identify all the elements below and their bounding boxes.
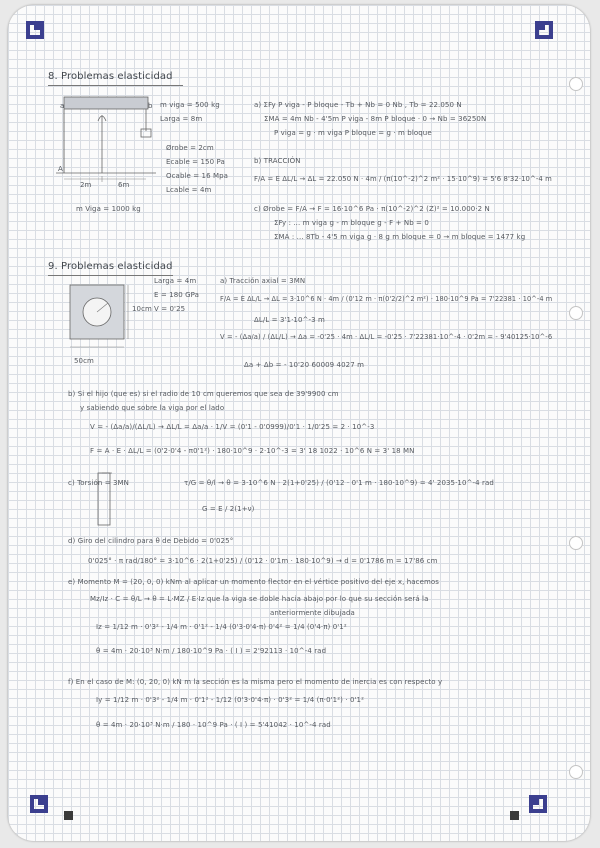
data-line: Ocable = 16 Mpa <box>166 172 229 180</box>
data-line: V = 0'25 <box>154 305 186 313</box>
part-f-line: f) En el caso de M: (0, 20, 0) kN m la sección es la misma pero el momento de inercia es con respecto y <box>68 678 443 686</box>
part-d-line: 0'025° · π rad/180° = 3·10^6 · 2(1+0'25) / (0'12 · 0'1m · 180·10^9) → d = 0'1786 m = 17'86 cm <box>88 557 438 565</box>
part-f-line: θ = 4m · 20·10³ N·m / 180 · 10^9 Pa · ( I ) = 5'41042 · 10^-4 rad <box>96 721 331 729</box>
corner-square-mark <box>510 811 519 820</box>
part-c-line: c) Torsión = 3MN <box>68 479 130 487</box>
binder-hole <box>569 765 583 779</box>
part-e-line: anteriormente dibujada <box>270 609 355 617</box>
data-line: Ørobe = 2cm <box>166 144 214 152</box>
part-a-line: Δa + Δb = - 10'20 60009 4027 m <box>244 361 365 369</box>
data-line: Ecable = 150 Pa <box>166 158 225 166</box>
fig-dim-side: 10cm <box>132 305 152 313</box>
fig-label-A: A <box>58 165 63 173</box>
part-b-line: b) TRACCIÓN <box>254 157 301 165</box>
cross-section-figure <box>68 283 132 353</box>
fig-label-a: a <box>60 102 65 110</box>
part-c-line: τ/G = θ/l → θ = 3·10^6 N · 2(1+0'25) / (0'12 · 0'1 m · 180·10^9) = 4' 2035·10^-4 rad <box>184 479 494 487</box>
part-a-line: P viga = g · m viga P bloque = g · m bloque <box>274 129 432 137</box>
section-9-title: 9. Problemas elasticidad <box>48 261 173 272</box>
part-e-line: Iz = 1/12 m · 0'3² - 1/4 m · 0'1² - 1/4 (0'3·0'4·π) 0'4² = 1/4 (0'4·π) 0'1² <box>96 623 347 631</box>
notebook-page <box>8 5 590 841</box>
fig-dim-6m: 6m <box>118 181 130 189</box>
part-a-line: V = - (Δa/a) / (ΔL/L) → Δa = -0'25 · 4m · ΔL/L = -0'25 · 7'22381·10^-4 · 0'2m = - 9'40125·10^-6 <box>220 333 553 341</box>
notebook-corner-mark-icon <box>529 795 547 813</box>
data-line: m viga = 500 kg <box>160 101 220 109</box>
part-c-line: ΣMA : ... 8Tb - 4'5 m viga g · 8 g m bloque = 0 → m bloque = 1477 kg <box>274 233 526 241</box>
notebook-corner-mark-icon <box>30 795 48 813</box>
fig-load-label: m Viga = 1000 kg <box>76 205 141 213</box>
part-b-line: b) Si el hijo (que es) si el radio de 10 cm queremos que sea de 39'9900 cm <box>68 390 339 398</box>
binder-hole <box>569 77 583 91</box>
part-b-line: F = A · E · ΔL/L = (0'2·0'4 - π0'1²) · 180·10^9 · 2·10^-3 = 3' 18 1022 · 10^6 N = 3' 18 MN <box>90 447 415 455</box>
fig-label-b: b <box>148 102 153 110</box>
part-a-line: a) ΣFy P viga - P bloque - Tb + Nb = 0 Nb , Tb = 22.050 N <box>254 101 462 109</box>
title-underline <box>48 85 183 86</box>
part-b-line: V = - (Δa/a)/(ΔL/L) → ΔL/L = Δa/a · 1/V = (0'1 - 0'0999)/0'1 · 1/0'25 = 2 · 10^-3 <box>90 423 375 431</box>
part-b-line: F/A = E ΔL/L → ΔL = 22.050 N · 4m / (π(10^-2)^2 m² · 15·10^9) = 5'6 8'32·10^-4 m <box>254 175 552 183</box>
part-c-line: ΣFy : ... m viga g - m bloque g - F + Nb = 0 <box>274 219 429 227</box>
notebook-corner-mark-icon <box>535 21 553 39</box>
data-line: Lcable = 4m <box>166 186 212 194</box>
binder-hole <box>569 306 583 320</box>
data-line: Larga = 8m <box>160 115 203 123</box>
part-a-line: F/A = E ΔL/L → ΔL = 3·10^6 N · 4m / (0'12 m · π(0'2/2)^2 m²) · 180·10^9 Pa = 7'22381 · 10^-4 m <box>220 295 553 303</box>
part-f-line: Iy = 1/12 m · 0'3² - 1/4 m · 0'1² - 1/12 (0'3·0'4·π) · 0'3² = 1/4 (π·0'1²) · 0'1² <box>96 696 364 704</box>
data-line: Larga = 4m <box>154 277 197 285</box>
notebook-corner-mark-icon <box>26 21 44 39</box>
data-line: E = 180 GPa <box>154 291 200 299</box>
binder-hole <box>569 536 583 550</box>
part-e-line: Mz/Iz · C = θ/L → θ = L·MZ / E·Iz que la viga se doble hacia abajo por lo que su sección será la <box>90 595 429 603</box>
corner-square-mark <box>64 811 73 820</box>
part-e-line: e) Momento M = (20, 0, 0) kNm al aplicar un momento flector en el vértice positivo del eje x, hacemos <box>68 578 440 586</box>
section-8-title: 8. Problemas elasticidad <box>48 71 173 82</box>
part-a-line: ΣMA = 4m Nb - 4'5m P viga - 8m P bloque · 0 → Nb = 36250N <box>264 115 487 123</box>
part-d-line: d) Giro del cilindro para θ de Debido = 0'025° <box>68 537 234 545</box>
part-b-line: y sabiendo que sobre la viga por el lado <box>80 404 225 412</box>
part-c-line: c) Ørobe = F/A → F = 16·10^6 Pa · π(10^-2)^2 (Z)² = 10.000·2 N <box>254 205 490 213</box>
title-underline <box>48 275 173 276</box>
part-a-line: a) Tracción axial = 3MN <box>220 277 306 285</box>
part-c-line: G = E / 2(1+ν) <box>202 505 255 513</box>
fig-dim-bottom: 50cm <box>74 357 94 365</box>
part-e-line: θ = 4m · 20·10³ N·m / 180·10^9 Pa · ( I ) = 2'92113 · 10^-4 rad <box>96 647 327 655</box>
part-a-line: ΔL/L = 3'1·10^-3 m <box>254 316 325 324</box>
fig-dim-2m: 2m <box>80 181 92 189</box>
